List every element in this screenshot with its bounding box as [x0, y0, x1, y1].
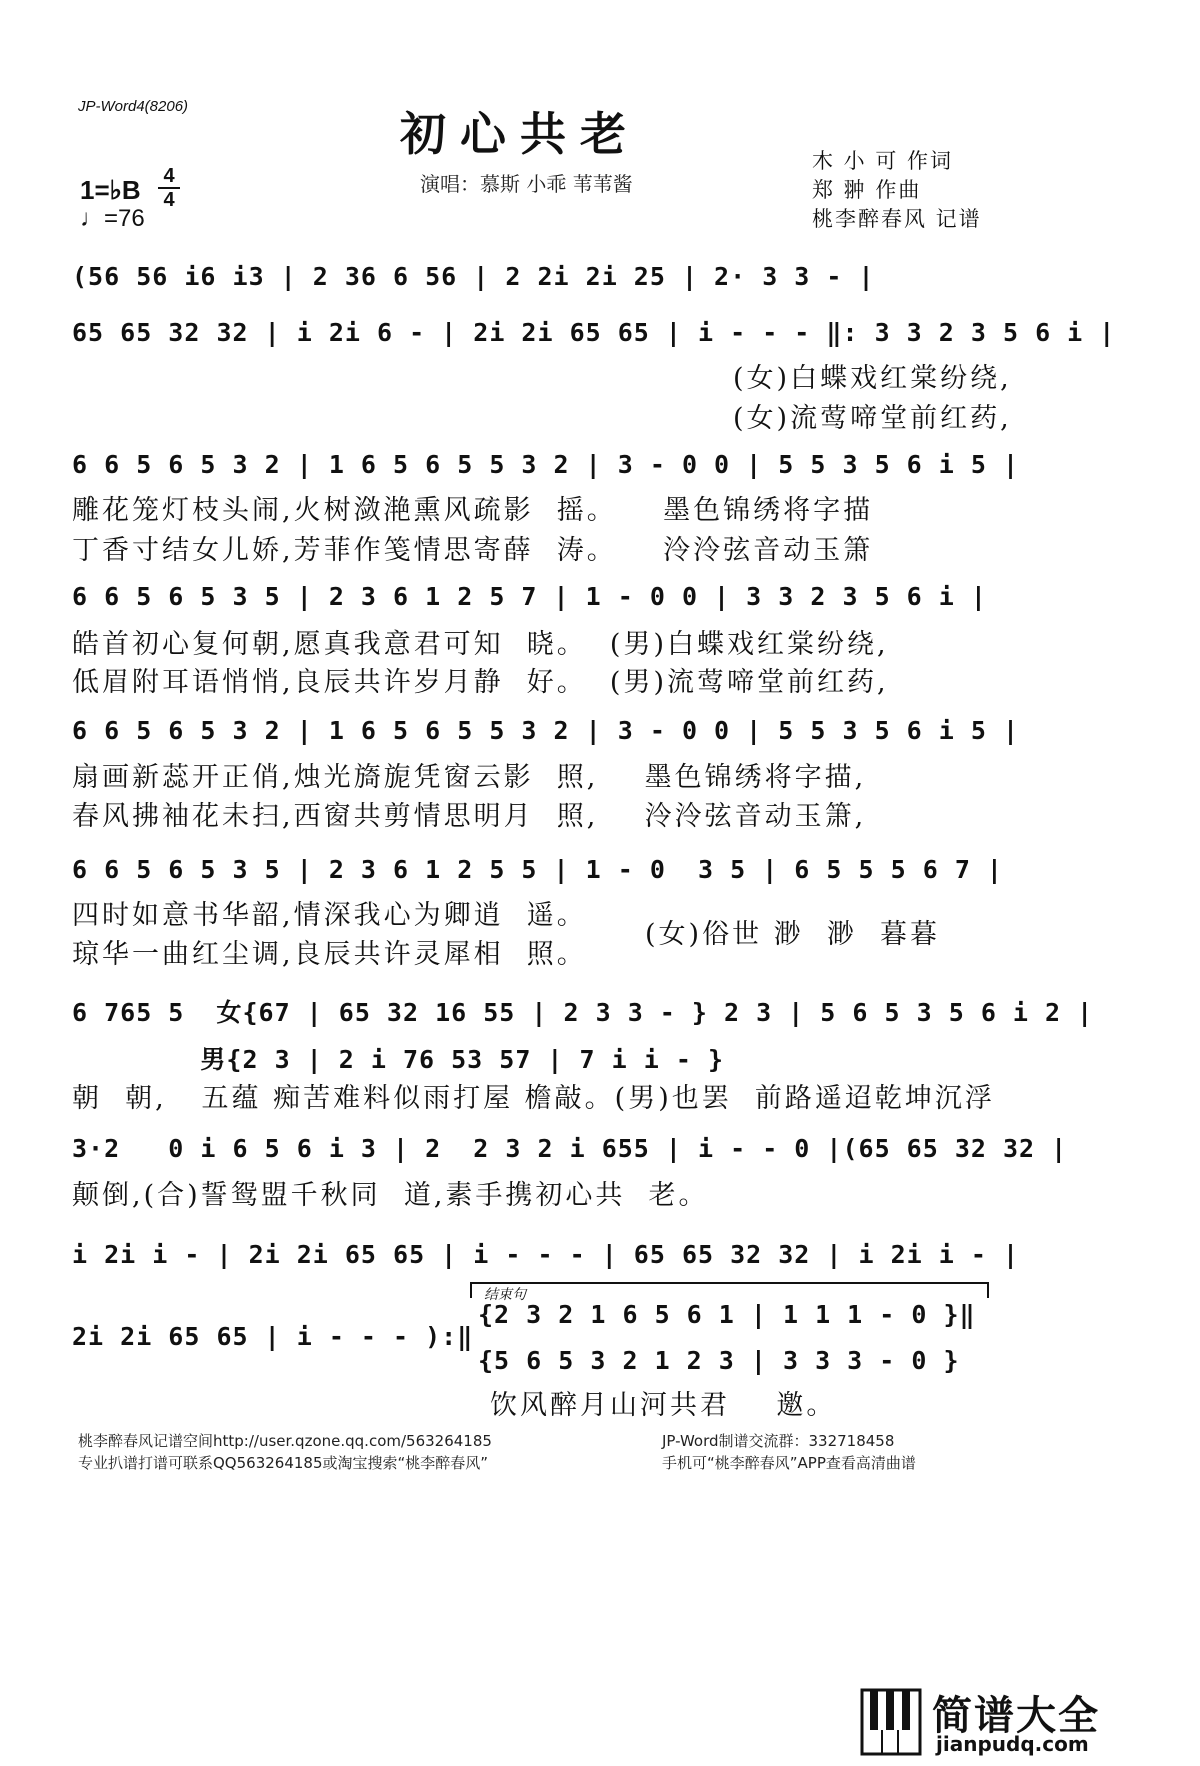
- lyric-line-3a: 雕花笼灯枝头闹,火树潋滟熏风疏影 摇。 墨色锦绣将字描: [72, 495, 874, 526]
- lyric-line-5b: 春风拂袖花未扫,西窗共剪情思明月 照, 泠泠弦音动玉箫,: [72, 801, 867, 832]
- lyric-line-6b: 琼华一曲红尘调,良辰共许灵犀相 照。: [72, 939, 587, 970]
- music-line-6: 6 6 5 6 5 3 5 | 2 3 6 1 2 5 5 | 1 - 0 3 5 | 6 5 5 5 6 7 |: [72, 855, 1003, 884]
- composer-credit: 郑 翀 作曲: [812, 178, 922, 202]
- lyric-line-7: 朝 朝, 五蕴 痴苦难料似雨打屋 檐敲。(男)也罢 前路遥迢乾坤沉浮: [72, 1083, 995, 1114]
- lyric-line-10: 饮风醉月山河共君 邀。: [490, 1390, 837, 1421]
- music-line-7-top: 6 765 5 女{67 | 65 32 16 55 | 2 3 3 - } 2 3 | 5 6 5 3 5 6 i 2 |: [72, 998, 1094, 1027]
- lyric-line-8: 颠倒,(合)誓鸳盟千秋同 道,素手携初心共 老。: [72, 1180, 709, 1211]
- lyricist-credit: 木 小 可 作词: [812, 149, 954, 173]
- music-line-1: (56 56 i6 i3 | 2 36 6 56 | 2 2i 2i 25 | 2· 3 3 - |: [72, 262, 875, 291]
- singers-line: 演唱：慕斯 小乖 苇苇酱: [420, 172, 633, 196]
- lyric-aside-6: (女)俗世 渺 渺 暮暮: [645, 919, 940, 950]
- site-logo: [860, 1686, 1185, 1758]
- music-line-10: 2i 2i 65 65 | i - - - ):‖: [72, 1322, 474, 1351]
- ending-label: 结束句: [484, 1287, 526, 1303]
- lyric-line-2a: (女)白蝶戏红棠纷绕,: [733, 363, 1012, 394]
- lyric-line-2b: (女)流莺啼堂前红药,: [733, 403, 1012, 434]
- time-signature-bottom: 4: [163, 189, 175, 211]
- software-label: JP-Word4(8206): [78, 98, 189, 115]
- music-line-9: i 2i i - | 2i 2i 65 65 | i - - - | 65 65 32 32 | i 2i i - |: [72, 1240, 1020, 1269]
- footer-line-1-left: 桃李醉春风记谱空间http://user.qzone.qq.com/563264185: [78, 1432, 492, 1450]
- page-title: 初心共老: [400, 107, 640, 161]
- tempo-marking: ♩=76: [80, 205, 145, 232]
- ending-line-bottom: {5 6 5 3 2 1 2 3 | 3 3 3 - 0 }: [478, 1346, 960, 1375]
- footer-line-2-left: 专业扒谱打谱可联系QQ563264185或淘宝搜索“桃李醉春风”: [78, 1454, 489, 1472]
- lyric-line-3b: 丁香寸结女儿娇,芳菲作笺情思寄薛 涛。 泠泠弦音动玉箫: [72, 535, 874, 566]
- transcriber-credit: 桃李醉春风 记谱: [812, 207, 982, 231]
- music-line-7-bottom: 男{2 3 | 2 i 76 53 57 | 7 i i - }: [72, 1045, 724, 1074]
- logo-text: 简谱大全: [932, 1693, 1100, 1739]
- lyric-line-5a: 扇画新蕊开正俏,烛光旖旎凭窗云影 照, 墨色锦绣将字描,: [72, 762, 867, 793]
- music-line-4: 6 6 5 6 5 3 5 | 2 3 6 1 2 5 7 | 1 - 0 0 | 3 3 2 3 5 6 i |: [72, 582, 987, 611]
- time-signature: [158, 166, 180, 210]
- footer-line-2-right: 手机可“桃李醉春风”APP查看高清曲谱: [662, 1454, 916, 1472]
- lyric-line-6a: 四时如意书华韶,情深我心为卿逍 遥。: [72, 900, 587, 931]
- footer-line-1-right: JP-Word制谱交流群：332718458: [662, 1432, 895, 1450]
- music-line-5: 6 6 5 6 5 3 2 | 1 6 5 6 5 5 3 2 | 3 - 0 0 | 5 5 3 5 6 i 5 |: [72, 716, 1020, 745]
- logo-url: jianpudq.com: [936, 1732, 1089, 1756]
- music-line-8: 3·2 0 i 6 5 6 i 3 | 2 2 3 2 i 655 | i - - 0 |(65 65 32 32 |: [72, 1134, 1068, 1163]
- ending-bracket: [470, 1282, 989, 1298]
- ending-line-top: {2 3 2 1 6 5 6 1 | 1 1 1 - 0 }‖: [478, 1300, 976, 1329]
- time-signature-top: 4: [163, 165, 175, 187]
- music-line-2: 65 65 32 32 | i 2i 6 - | 2i 2i 65 65 | i - - - ‖: 3 3 2 3 5 6 i |: [72, 318, 1116, 347]
- key-signature: 1=♭B: [80, 175, 141, 205]
- lyric-line-4a: 皓首初心复何朝,愿真我意君可知 晓。 (男)白蝶戏红棠纷绕,: [72, 629, 889, 660]
- piano-icon: [860, 1688, 922, 1756]
- lyric-line-4b: 低眉附耳语悄悄,良辰共许岁月静 好。 (男)流莺啼堂前红药,: [72, 667, 889, 698]
- music-line-3: 6 6 5 6 5 3 2 | 1 6 5 6 5 5 3 2 | 3 - 0 0 | 5 5 3 5 6 i 5 |: [72, 450, 1020, 479]
